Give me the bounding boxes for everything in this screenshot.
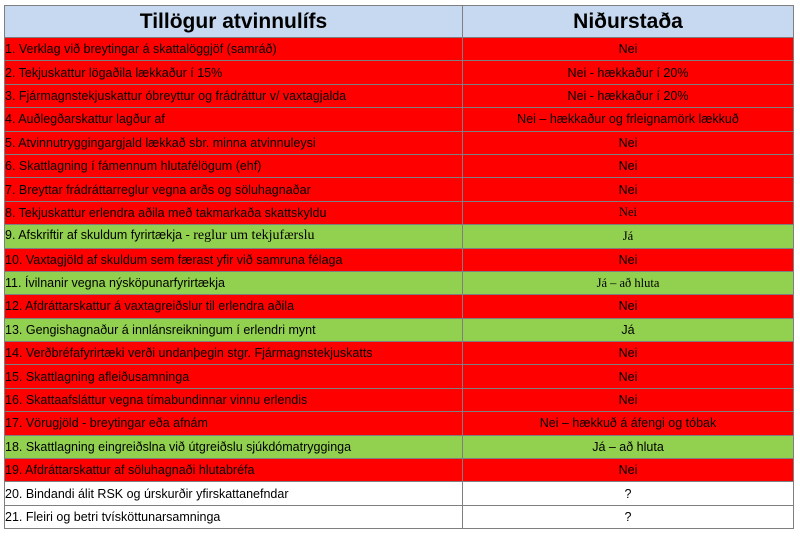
result-cell: Nei [463,38,794,61]
result-cell: Nei [463,154,794,177]
result-cell: Nei [463,248,794,271]
proposal-text: 14. Verðbréfafyrirtæki verði undanþegin stgr. Fjármagnstekjuskatts [5,346,373,361]
table-row [5,435,794,458]
proposal-text: 17. Vörugjöld - breytingar eða afnám [5,416,208,431]
table-row [5,295,794,318]
result-cell: Nei – hækkuð á áfengi og tóbak [463,412,794,435]
result-cell: Nei [463,388,794,411]
proposal-cell [5,225,463,248]
proposal-text: 8. Tekjuskattur erlendra aðila með takmarkaða skattskyldu [5,205,327,220]
proposal-text: 10. Vaxtagjöld af skuldum sem færast yfir við samruna félaga [5,252,343,267]
proposal-cell [5,38,463,61]
proposal-cell [5,482,463,505]
table-row [5,108,794,131]
proposal-cell [5,505,463,528]
table-row [5,201,794,224]
result-cell: Nei [463,178,794,201]
result-cell: Nei [463,131,794,154]
proposal-text: 3. Fjármagnstekjuskattur óbreyttur og frádráttur v/ vaxtagjalda [5,88,347,103]
table-row [5,459,794,482]
table-row [5,154,794,177]
proposal-cell [5,365,463,388]
result-cell: Já [463,318,794,341]
proposal-text: 6. Skattlagning í fámennum hlutafélögum (ehf) [5,159,262,174]
proposal-cell [5,271,463,294]
proposal-text: 1. Verklag við breytingar á skattalöggjöf (samráð) [5,42,277,57]
table-row [5,388,794,411]
proposal-text: 11. Ívilnanir vegna nýsköpunarfyrirtækja [5,276,226,291]
table-row [5,505,794,528]
proposal-text: 15. Skattlagning afleiðusamninga [5,369,190,384]
result-cell: Nei [463,201,794,224]
proposal-text: 20. Bindandi álit RSK og úrskurðir yfirskattanefndar [5,486,289,501]
table-row [5,482,794,505]
table-row [5,271,794,294]
proposal-cell [5,459,463,482]
result-cell: ? [463,482,794,505]
table-row [5,318,794,341]
header-result: Niðurstaða [463,6,794,38]
table-row [5,225,794,248]
result-cell: Nei - hækkaður í 20% [463,84,794,107]
table-row [5,342,794,365]
result-cell: Nei [463,342,794,365]
table-body [5,38,794,529]
proposal-cell [5,388,463,411]
header-row [5,6,794,38]
proposal-text: 4. Auðlegðarskattur lagður af [5,112,165,127]
result-cell: Já – að hluta [463,435,794,458]
proposal-cell [5,318,463,341]
result-cell: Já – að hluta [463,271,794,294]
result-cell: Já [463,225,794,248]
proposal-cell [5,435,463,458]
result-cell: ? [463,505,794,528]
proposal-text: 19. Afdráttarskattur af söluhagnaði hlutabréfa [5,463,255,478]
proposal-text: 2. Tekjuskattur lögaðila lækkaður í 15% [5,65,223,80]
result-cell: Nei [463,295,794,318]
proposal-cell [5,178,463,201]
result-cell: Nei – hækkaður og frleignamörk lækkuð [463,108,794,131]
proposal-cell [5,248,463,271]
proposal-text: 5. Atvinnutryggingargjald lækkað sbr. minna atvinnuleysi [5,135,316,150]
result-cell: Nei [463,459,794,482]
proposal-cell [5,131,463,154]
table-row [5,84,794,107]
proposal-cell [5,412,463,435]
header-proposal: Tillögur atvinnulífs [5,6,463,38]
proposal-cell [5,201,463,224]
proposal-cell [5,154,463,177]
proposal-cell [5,84,463,107]
table-row [5,38,794,61]
table-row [5,248,794,271]
table-row [5,178,794,201]
table-row [5,412,794,435]
proposal-text: 21. Fleiri og betri tvísköttunarsamninga [5,510,221,524]
proposal-text: 18. Skattlagning eingreiðslna við útgreiðslu sjúkdómatrygginga [5,439,352,454]
proposal-text: 9. Afskriftir af skuldum fyrirtækja - [5,228,194,243]
proposal-text: 13. Gengishagnaður á innlánsreikningum í erlendri mynt [5,322,316,337]
proposal-cell [5,61,463,84]
table-row [5,61,794,84]
proposal-cell [5,108,463,131]
proposal-cell [5,342,463,365]
proposal-cell [5,295,463,318]
tax-proposals-table [4,5,794,529]
result-cell: Nei - hækkaður í 20% [463,61,794,84]
proposal-text: 12. Afdráttarskattur á vaxtagreiðslur til erlendra aðila [5,299,295,314]
proposal-text: 16. Skattaafsláttur vegna tímabundinnar vinnu erlendis [5,393,308,408]
table-row [5,365,794,388]
proposal-text-serif: reglur um tekjufærslu [193,228,315,244]
result-cell: Nei [463,365,794,388]
proposal-text: 7. Breyttar frádráttarreglur vegna arðs og söluhagnaðar [5,182,311,197]
table-row [5,131,794,154]
